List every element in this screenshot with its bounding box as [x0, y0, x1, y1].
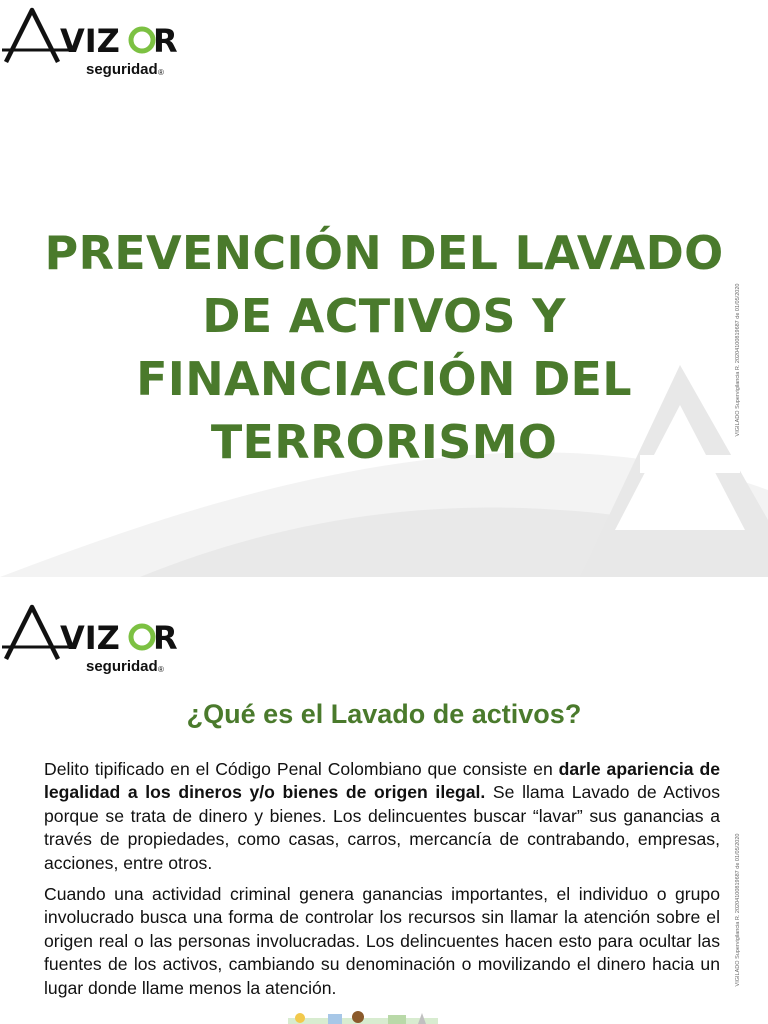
main-title: [30, 222, 738, 474]
svg-text:®: ®: [158, 665, 164, 674]
svg-text:VIZ: VIZ: [60, 22, 120, 60]
paragraph-bold-text: darle apariencia de legalidad a los dineros y/o bienes de origen ilegal.: [44, 759, 720, 803]
avizor-logo: [0, 597, 185, 677]
paragraph-text: Delito tipificado en el Código Penal Colombiano que consiste en: [44, 759, 559, 779]
svg-text:seguridad: seguridad: [86, 658, 158, 675]
svg-text:VIZ: VIZ: [60, 619, 120, 657]
vigilado-note: [731, 820, 745, 1000]
section-heading: ¿Qué es el Lavado de activos?: [186, 699, 582, 729]
body-text: [44, 758, 720, 1008]
avizor-logo: [0, 0, 185, 80]
title-line: TERRORISMO: [210, 415, 558, 469]
vigilado-note: [731, 230, 745, 490]
title-line: FINANCIACIÓN DEL: [136, 352, 632, 406]
svg-text:seguridad: seguridad: [86, 61, 158, 78]
paragraph-text: Se llama Lavado de Activos porque se trata de dinero y bienes. Los delincuentes buscar “lavar” sus ganancias a través de propiedades, como casas, carros, mercancía de contrabando, empresas, acciones, entre otros.: [44, 782, 721, 873]
svg-text:R: R: [153, 619, 178, 657]
svg-text:®: ®: [158, 68, 164, 77]
paragraph-definition: [44, 758, 720, 875]
title-line: DE ACTIVOS Y: [202, 289, 566, 343]
paragraph-explanation: Cuando una actividad criminal genera ganancias importantes, el individuo o grupo involucrado busca una forma de controlar los recursos sin llamar la atención sobre el origen real o las personas involucradas. Los delincuentes hacen esto para ocultar las fuentes de los activos, cambiando su denominación o movilizando el dinero hacia un lugar donde llame menos la atención.: [44, 884, 720, 998]
vigilado-text: VIGILADO Supervigilancia R. 20204100819687 de 01/05/2020: [735, 833, 741, 987]
title-line: PREVENCIÓN DEL LAVADO: [44, 226, 724, 280]
svg-text:R: R: [153, 22, 178, 60]
illustration-fragment: [288, 1010, 438, 1024]
vigilado-text: VIGILADO Supervigilancia R. 20204100819687 de 01/05/2020: [735, 283, 741, 437]
